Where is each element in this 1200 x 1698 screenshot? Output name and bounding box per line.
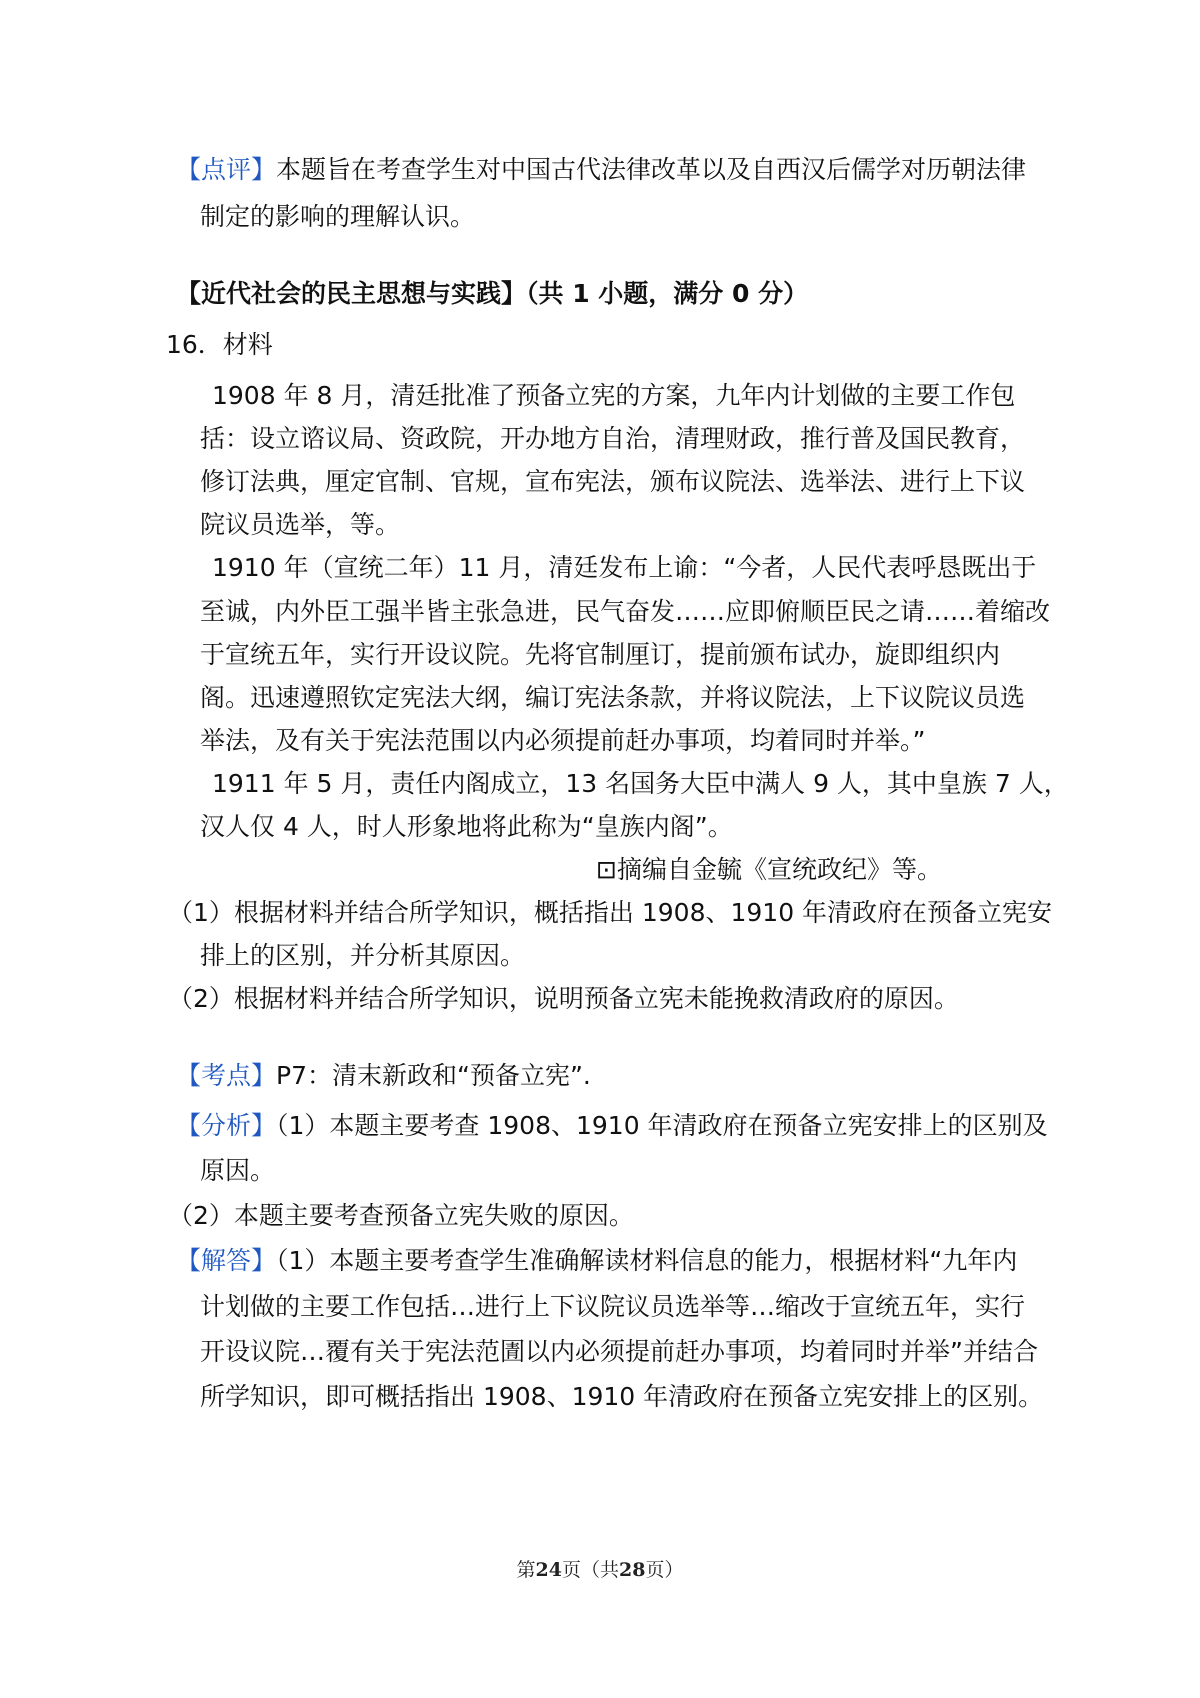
jieda-text-1: （1）本题主要考查学生准确解读材料信息的能力，根据材料“九年内 [276, 1246, 1018, 1275]
question-number: 16．材料 [166, 330, 273, 359]
question-1-line-2: 排上的区别，并分析其原因。 [200, 941, 526, 970]
question-1-line-1: （1）根据材料并结合所学知识，概括指出 1908、1910 年清政府在预备立宪安 [168, 898, 1053, 927]
material-p2-line-1: 1910 年（宣统二年）11 月，清廷发布上谕：“今者，人民代表呼恳既出于 [212, 553, 1037, 582]
fenxi-text-1: （1）本题主要考查 1908、1910 年清政府在预备立宪安排上的区别及 [276, 1111, 1048, 1140]
question-2: （2）根据材料并结合所学知识，说明预备立宪未能挽救清政府的原因。 [168, 984, 959, 1013]
material-p1-line-4: 院议员选举，等。 [200, 510, 401, 539]
material-source: ⊡摘编自金毓《宣统政纪》等。 [596, 855, 942, 884]
section-heading: 【近代社会的民主思想与实践】（共 1 小题，满分 0 分） [176, 279, 809, 308]
comment-line-1 [176, 152, 1026, 188]
fenxi-line-1 [176, 1108, 1048, 1144]
jieda-line-2: 计划做的主要工作包括…进行上下议院议员选举等…缩改于宣统五年，实行 [200, 1292, 1026, 1321]
kaodian-tag: 【考点】 [176, 1061, 277, 1090]
jieda-tag: 【解答】 [176, 1246, 277, 1275]
page-number: 24 [535, 1559, 562, 1581]
kaodian-line [176, 1058, 591, 1094]
material-p3-line-1: 1911 年 5 月，责任内阁成立，13 名国务大臣中满人 9 人，其中皇族 7 人， [212, 769, 1069, 798]
total-pages: 28 [619, 1559, 646, 1581]
material-p1-line-1: 1908 年 8 月，清廷批准了预备立宪的方案，九年内计划做的主要工作包 [212, 381, 1016, 410]
fenxi-tag: 【分析】 [176, 1111, 277, 1140]
page-footer: 第24页（共28页） [516, 1559, 684, 1581]
jieda-line-1 [176, 1243, 1017, 1279]
jieda-line-3: 开设议院…覆有关于宪法范圊以内必须提前赶办事项，均着同时并举”并结合 [200, 1337, 1038, 1366]
material-p3-line-2: 汉人仅 4 人，时人形象地将此称为“皇族内阁”。 [200, 812, 733, 841]
comment-tag: 【点评】 [176, 155, 277, 184]
fenxi-line-3: （2）本题主要考查预备立宪失败的原因。 [168, 1201, 634, 1230]
material-p2-line-3: 于宣统五年，实行开设议院。先将官制厘订，提前颁布试办，旋即组织内 [200, 640, 1001, 669]
material-p1-line-3: 修订法典，厘定官制、官规，宣布宪法，颁布议院法、选举法、进行上下议 [200, 467, 1026, 496]
kaodian-text: P7：清末新政和“预备立宪”. [276, 1061, 591, 1090]
comment-line-2: 制定的影响的理解认识。 [200, 202, 476, 231]
material-p2-line-2: 至诚，内外臣工强半皆主张急进，民气奋发……应即俯顺臣民之请……着缩改 [200, 597, 1051, 626]
jieda-line-4: 所学知识，即可概括指出 1908、1910 年清政府在预备立宪安排上的区别。 [200, 1382, 1044, 1411]
material-p2-line-4: 阁。迅速遵照钦定宪法大纲，编订宪法条款，并将议院法，上下议院议员选 [200, 683, 1026, 712]
fenxi-line-2: 原因。 [200, 1156, 276, 1185]
material-p2-line-5: 举法，及有关于宪法范围以内必须提前赶办事项，均着同时并举。” [200, 726, 926, 755]
comment-text: 本题旨在考查学生对中国古代法律改革以及自西汉后儒学对历朝法律 [276, 155, 1027, 184]
material-p1-line-2: 括：设立谘议局、资政院，开办地方自治，清理财政，推行普及国民教育， [200, 424, 1026, 453]
